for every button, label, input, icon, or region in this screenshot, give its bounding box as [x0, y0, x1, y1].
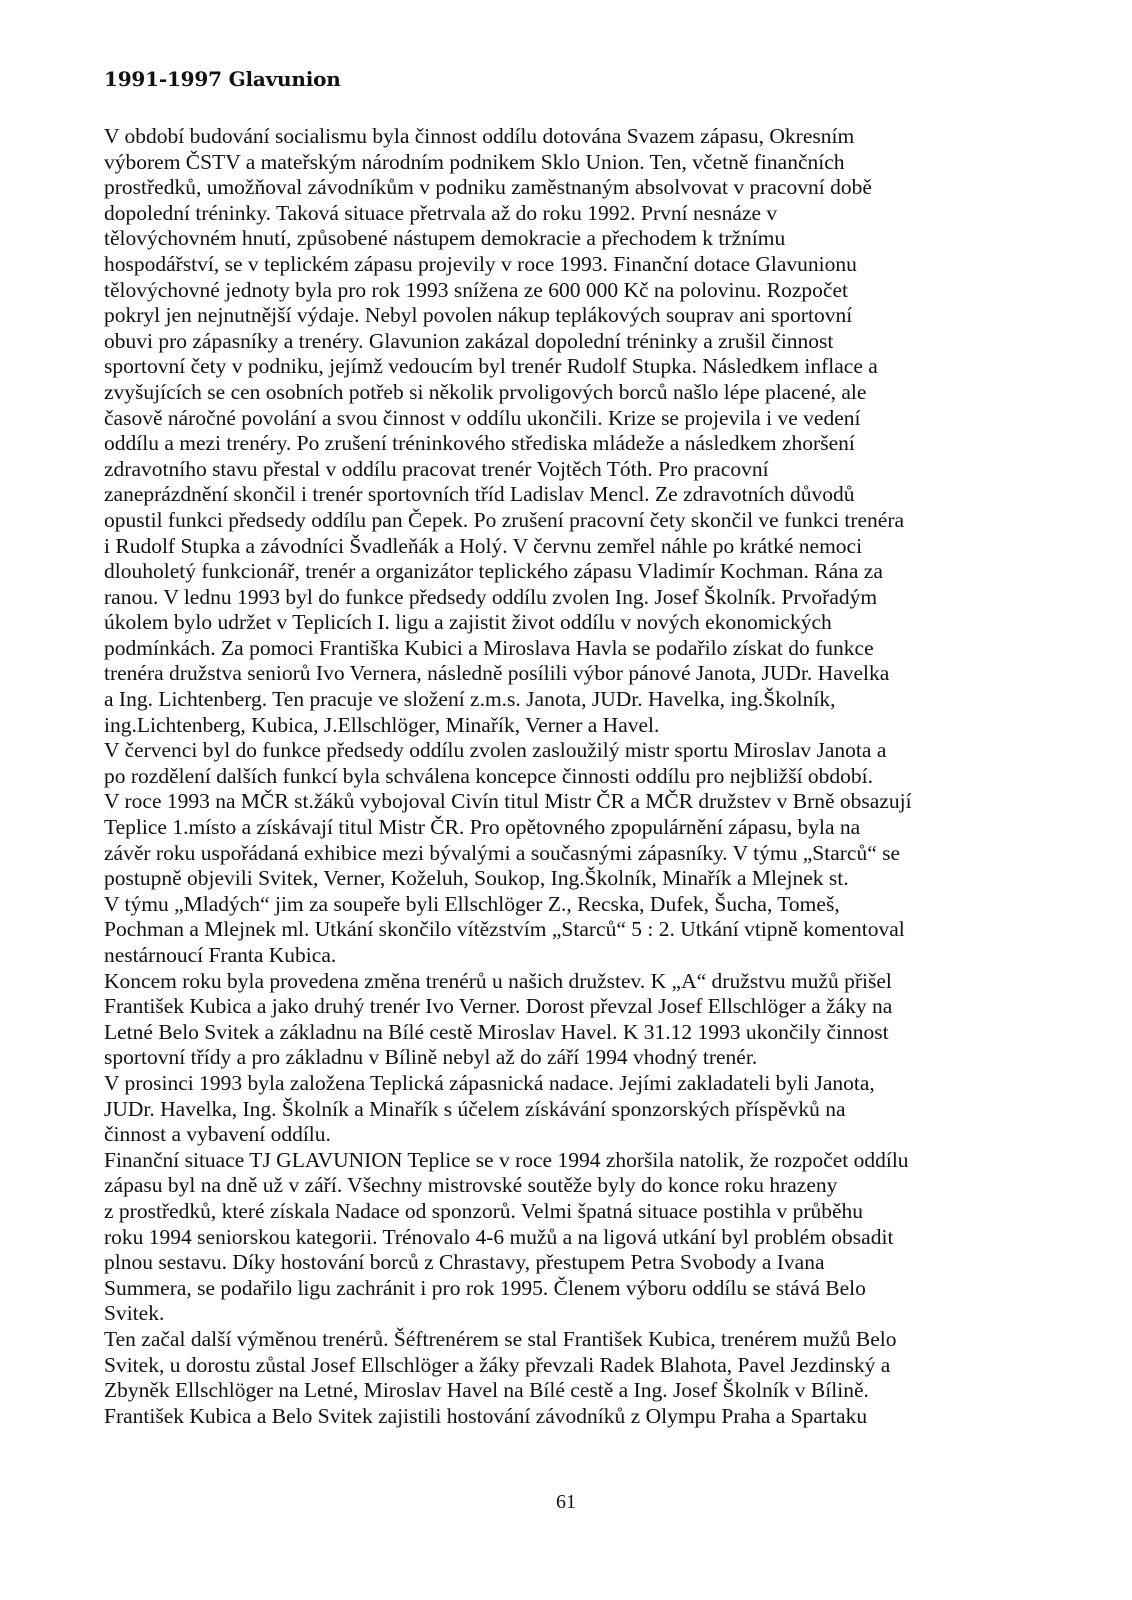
text-line: trenéra družstva seniorů Ivo Vernera, následně posílili výbor pánové Janota, JUDr. Havelka	[104, 661, 890, 686]
text-line: zdravotního stavu přestal v oddílu pracovat trenér Vojtěch Tóth. Pro pracovní	[104, 456, 769, 481]
text-line: závěr roku uspořádaná exhibice mezi bývalými a současnými zápasníky. V týmu „Starců“ se	[104, 840, 901, 865]
text-line: JUDr. Havelka, Ing. Školník a Minařík s účelem získávání sponzorských příspěvků na	[104, 1096, 846, 1121]
page-number: 61	[556, 1491, 576, 1513]
text-line: prostředků, umožňoval závodníkům v podniku zaměstnaným absolvovat v pracovní době	[104, 175, 872, 200]
text-line: po rozdělení dalších funkcí byla schválena koncepce činnosti oddílu pro nejbližší období.	[104, 763, 874, 788]
text-line: zápasu byl na dně už v září. Všechny mistrovské soutěže byly do konce roku hrazeny	[104, 1173, 838, 1198]
text-line: Ten začal další výměnou trenérů. Šéftrenérem se stal František Kubica, trenérem mužů Belo	[104, 1326, 897, 1351]
text-line: podmínkách. Za pomoci Františka Kubici a Miroslava Havla se podařilo získat do funkce	[104, 635, 874, 660]
text-line: hospodářství, se v teplickém zápasu projevily v roce 1993. Finanční dotace Glavunionu	[104, 251, 857, 276]
text-line: V období budování socialismu byla činnost oddílu dotována Svazem zápasu, Okresním	[104, 124, 855, 148]
text-line: Teplice 1.místo a získávají titul Mistr ČR. Pro opětovného zpopulárnění zápasu, byla na	[104, 815, 861, 840]
body-text	[104, 124, 1029, 1429]
text-line: Letné Belo Svitek a základnu na Bílé cestě Miroslav Havel. K 31.12 1993 ukončily činnost	[104, 1019, 889, 1044]
text-line: ing.Lichtenberg, Kubica, J.Ellschlöger, Minařík, Verner a Havel.	[104, 712, 660, 737]
text-line: sportovní třídy a pro základnu v Bílině nebyl až do září 1994 vhodný trenér.	[104, 1045, 758, 1070]
text-line: oddílu a mezi trenéry. Po zrušení tréninkového střediska mládeže a následkem zhoršení	[104, 431, 855, 456]
text-line: a Ing. Lichtenberg. Ten pracuje ve složení z.m.s. Janota, JUDr. Havelka, ing.Školník,	[104, 687, 836, 712]
text-line: úkolem bylo udržet v Teplicích I. ligu a zajistit život oddílu v nových ekonomických	[104, 610, 832, 635]
text-line: pokryl jen nejnutnější výdaje. Nebyl povolen nákup teplákových souprav ani sportovní	[104, 303, 853, 328]
text-line: Pochman a Mlejnek ml. Utkání skončilo vítězstvím „Starců“ 5 : 2. Utkání vtipně komentoval	[104, 917, 905, 942]
text-line: opustil funkci předsedy oddílu pan Čepek. Po zrušení pracovní čety skončil ve funkci trenéra	[104, 507, 905, 532]
text-line: i Rudolf Stupka a závodníci Švadleňák a Holý. V červnu zemřel náhle po krátké nemoci	[104, 533, 863, 558]
text-line: zvyšujících se cen osobních potřeb si několik prvoligových borců našlo lépe placené, ale	[104, 379, 867, 404]
text-line: nestárnoucí Franta Kubica.	[104, 943, 337, 967]
text-line: Finanční situace TJ GLAVUNION Teplice se v roce 1994 zhoršila natolik, že rozpočet oddílu	[104, 1147, 909, 1172]
text-line: plnou sestavu. Díky hostování borců z Chrastavy, přestupem Petra Svobody a Ivana	[104, 1250, 825, 1275]
text-line: výborem ČSTV a mateřským národním podnikem Sklo Union. Ten, včetně finančních	[104, 149, 845, 174]
text-line: František Kubica a Belo Svitek zajistili hostování závodníků z Olympu Praha a Spartaku	[104, 1403, 868, 1428]
text-line: Svitek, u dorostu zůstal Josef Ellschlöger a žáky převzali Radek Blahota, Pavel Jezdinský a	[104, 1352, 891, 1377]
text-line: František Kubica a jako druhý trenér Ivo Verner. Dorost převzal Josef Ellschlöger a žáky na	[104, 994, 893, 1019]
text-line: dlouholetý funkcionář, trenér a organizátor teplického zápasu Vladimír Kochman. Rána za	[104, 559, 883, 584]
text-line: V prosinci 1993 byla založena Teplická zápasnická nadace. Jejími zakladateli byli Janota,	[104, 1070, 875, 1095]
text-line: V týmu „Mladých“ jim za soupeře byli Ellschlöger Z., Recska, Dufek, Šucha, Tomeš,	[104, 891, 840, 916]
text-line: tělovýchovné jednoty byla pro rok 1993 snížena ze 600 000 Kč na polovinu. Rozpočet	[104, 277, 848, 302]
text-line: Zbyněk Ellschlöger na Letné, Miroslav Havel na Bílé cestě a Ing. Josef Školník v Bílině.	[104, 1378, 869, 1403]
text-line: Summera, se podařilo ligu zachránit i pro rok 1995. Členem výboru oddílu se stává Belo	[104, 1275, 866, 1300]
text-line: činnost a vybavení oddílu.	[104, 1122, 331, 1147]
text-line: zaneprázdnění skončil i trenér sportovních tříd Ladislav Mencl. Ze zdravotních důvodů	[104, 482, 855, 507]
text-line: postupně objevili Svitek, Verner, Koželuh, Soukop, Ing.Školník, Minařík a Mlejnek st.	[104, 866, 849, 891]
text-line: Svitek.	[104, 1301, 165, 1326]
text-line: sportovní čety v podniku, jejímž vedoucím byl trenér Rudolf Stupka. Následkem inflace a	[104, 354, 878, 379]
text-line: V červenci byl do funkce předsedy oddílu zvolen zasloužilý mistr sportu Miroslav Janota a	[104, 738, 887, 763]
text-line: tělovýchovném hnutí, způsobené nástupem demokracie a přechodem k tržnímu	[104, 226, 786, 251]
text-line: ranou. V lednu 1993 byl do funkce předsedy oddílu zvolen Ing. Josef Školník. Prvořadým	[104, 584, 878, 609]
text-line: Koncem roku byla provedena změna trenérů u našich družstev. K „A“ družstvu mužů přišel	[104, 968, 892, 993]
text-line: V roce 1993 na MČR st.žáků vybojoval Civín titul Mistr ČR a MČR družstev v Brně obsazují	[104, 789, 912, 814]
section-heading: 1991-1997 Glavunion	[104, 67, 341, 91]
text-line: dopolední tréninky. Taková situace přetrvala až do roku 1992. První nesnáze v	[104, 200, 778, 225]
text-line: z prostředků, které získala Nadace od sponzorů. Velmi špatná situace postihla v průběhu	[104, 1198, 864, 1223]
text-line: roku 1994 seniorskou kategorii. Trénovalo 4-6 mužů a na ligová utkání byl problém obsadit	[104, 1224, 894, 1249]
text-line: obuvi pro zápasníky a trenéry. Glavunion zakázal dopolední tréninky a zrušil činnost	[104, 328, 834, 353]
text-line: časově náročné povolání a svou činnost v oddílu ukončili. Krize se projevila i ve vedení	[104, 405, 861, 430]
